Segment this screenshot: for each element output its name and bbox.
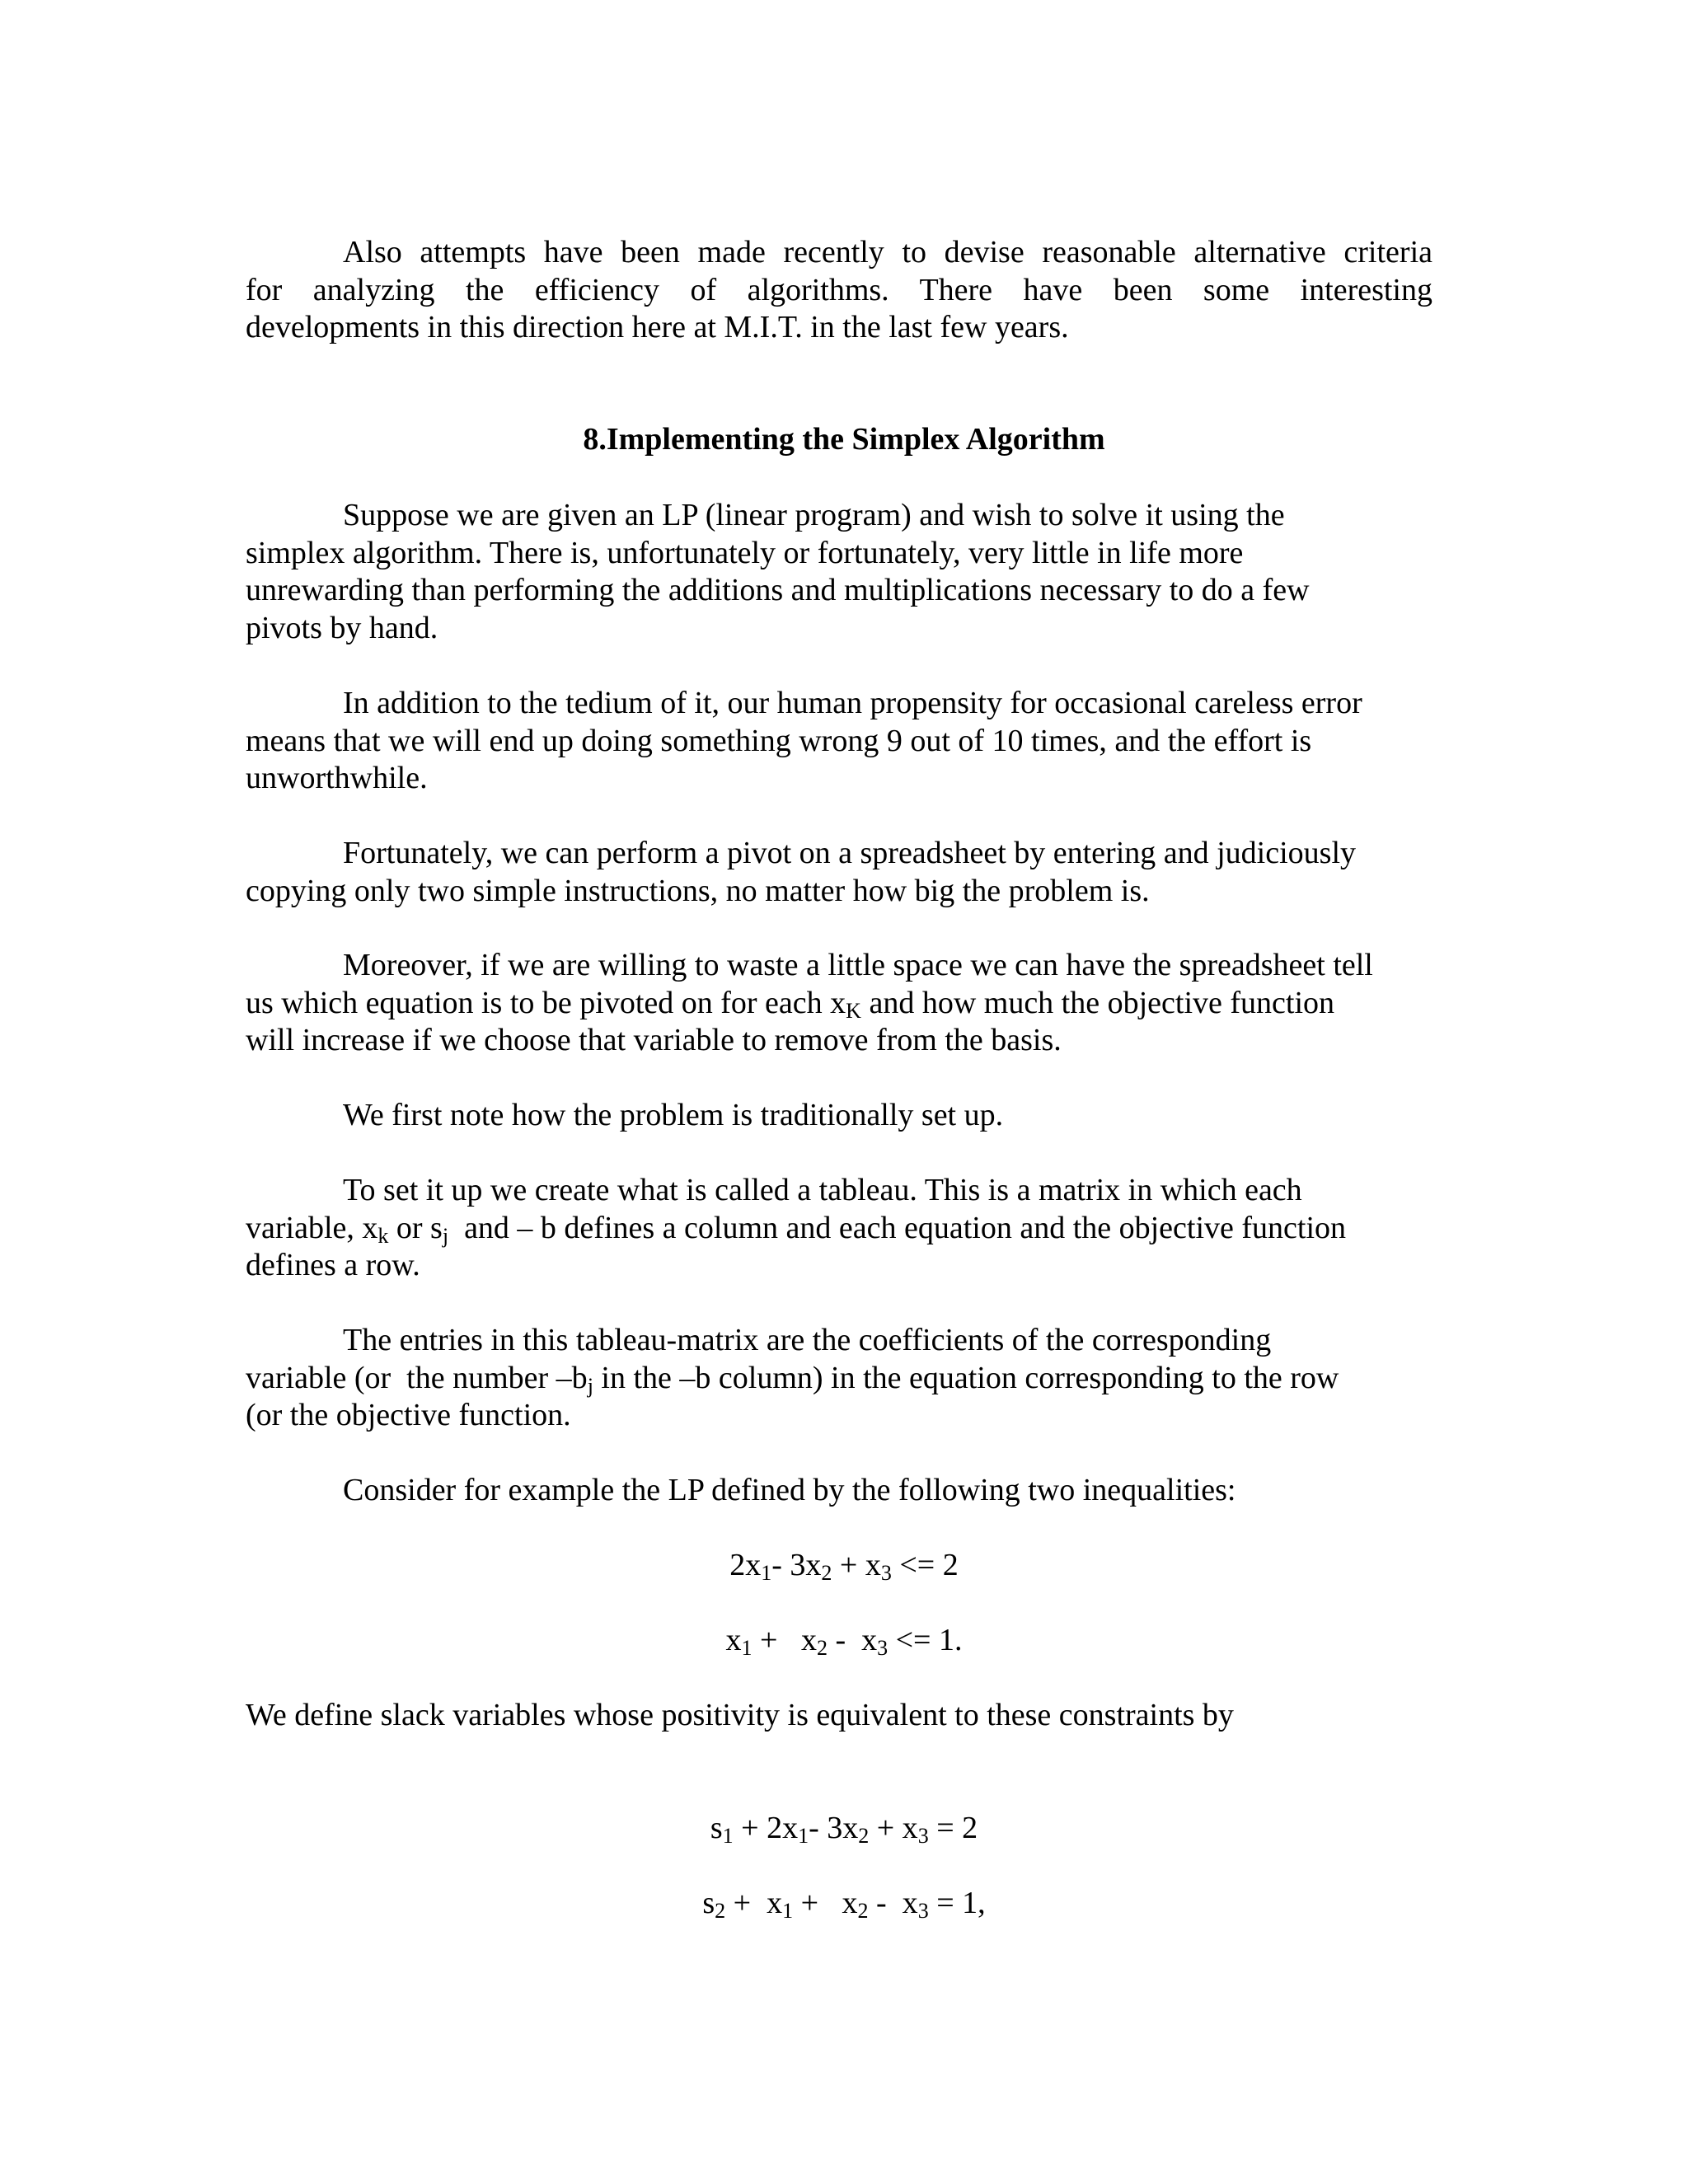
text-line: will increase if we choose that variable to remove from the basis. [246,1023,1062,1057]
math-term: <= 2 [891,1548,959,1582]
paragraph-setup-note [246,1097,1432,1135]
math-term: = 1, [928,1886,986,1920]
text-line: In addition to the tedium of it, our human propensity for occasional careless error [343,686,1362,720]
subscript: 3 [880,1561,892,1585]
math-term: - x [868,1886,918,1920]
subscript: 3 [917,1824,929,1848]
text-line: Fortunately, we can perform a pivot on a spreadsheet by entering and judiciously [343,836,1357,870]
text-fragment: variable, x [246,1210,378,1245]
paragraph-slack-variables [246,1697,1432,1735]
math-term: + x [869,1811,918,1845]
inequality-2 [0,1622,1688,1659]
text-line: means that we will end up doing something wrong 9 out of 10 times, and the effort is [246,723,1312,758]
math-term: - 3x [771,1548,822,1582]
subscript: K [846,998,861,1023]
paragraph-lp-intro [246,497,1432,647]
text-line [246,1210,1432,1248]
inequality-1 [0,1547,1688,1584]
text-fragment: variable (or the number –b [246,1360,588,1395]
math-term: x [725,1623,742,1657]
text-line: simplex algorithm. There is, unfortunately or fortunately, very little in life more [246,535,1244,570]
text-line: We define slack variables whose positivity is equivalent to these constraints by [246,1698,1234,1732]
subscript: 2 [816,1636,828,1660]
subscript: 3 [917,1899,929,1923]
math-term: + 2x [733,1811,799,1845]
math-term: s [702,1886,715,1920]
text-fragment: or s [388,1210,443,1245]
math-term: 2x [729,1548,762,1582]
paragraph-example [246,1472,1432,1510]
subscript: 2 [715,1899,726,1923]
subscript: k [377,1223,389,1248]
math-term: + x [725,1886,783,1920]
math-term: = 2 [928,1811,978,1845]
subscript: 2 [857,1899,869,1923]
text-fragment: and – b defines a column and each equation and the objective function [448,1210,1347,1245]
text-line: unrewarding than performing the additions and multiplications necessary to do a few [246,573,1310,607]
text-line: defines a row. [246,1248,420,1282]
text-line: unworthwhile. [246,761,428,795]
text-line: The entries in this tableau-matrix are the coefficients of the corresponding [343,1323,1272,1357]
text-line: Consider for example the LP defined by the following two inequalities: [343,1473,1236,1507]
text-line: developments in this direction here at M.I.T. in the last few years. [246,310,1069,344]
text-line: Moreover, if we are willing to waste a little space we can have the spreadsheet tell [343,948,1373,982]
paragraph-tableau-entries [246,1322,1432,1435]
text-fragment: and how much the objective function [860,985,1335,1020]
text-line: To set it up we create what is called a tableau. This is a matrix in which each [343,1173,1302,1207]
subscript: 1 [741,1636,753,1660]
math-term: - x [827,1623,878,1657]
paragraph-efficiency-criteria [246,234,1432,347]
text-line: We first note how the problem is traditionally set up. [343,1098,1004,1132]
subscript: 1 [722,1824,734,1848]
text-line [246,1360,1432,1398]
text-line: for analyzing the efficiency of algorithms. There have been some interesting [246,272,1432,307]
text-line: Also attempts have been made recently to devise reasonable alternative criteria [343,235,1432,269]
section-heading: 8.Implementing the Simplex Algorithm [583,422,1105,457]
equation-2 [0,1885,1688,1922]
math-term: + x [793,1886,858,1920]
paragraph-spreadsheet-pivot [246,835,1432,910]
math-term: + x [832,1548,881,1582]
subscript: j [587,1373,593,1398]
subscript: j [442,1223,449,1248]
equation-1 [0,1810,1688,1847]
text-line: pivots by hand. [246,610,438,645]
text-line: copying only two simple instructions, no matter how big the problem is. [246,873,1150,908]
paragraph-waste-space [246,947,1432,1060]
math-term: - 3x [809,1811,859,1845]
paragraph-tableau [246,1172,1432,1285]
text-line: Suppose we are given an LP (linear program) and wish to solve it using the [343,498,1285,532]
subscript: 3 [877,1636,889,1660]
subscript: 1 [782,1899,794,1923]
math-term: s [710,1811,723,1845]
text-line [246,985,1432,1023]
subscript: 2 [858,1824,870,1848]
subscript: 1 [798,1824,809,1848]
subscript: 1 [761,1561,772,1585]
text-line: (or the objective function. [246,1398,571,1432]
math-term: + x [752,1623,817,1657]
subscript: 2 [821,1561,832,1585]
text-fragment: in the –b column) in the equation corresponding to the row [593,1360,1339,1395]
text-fragment: us which equation is to be pivoted on for each x [246,985,846,1020]
paragraph-tedium [246,685,1432,798]
math-term: <= 1. [888,1623,963,1657]
